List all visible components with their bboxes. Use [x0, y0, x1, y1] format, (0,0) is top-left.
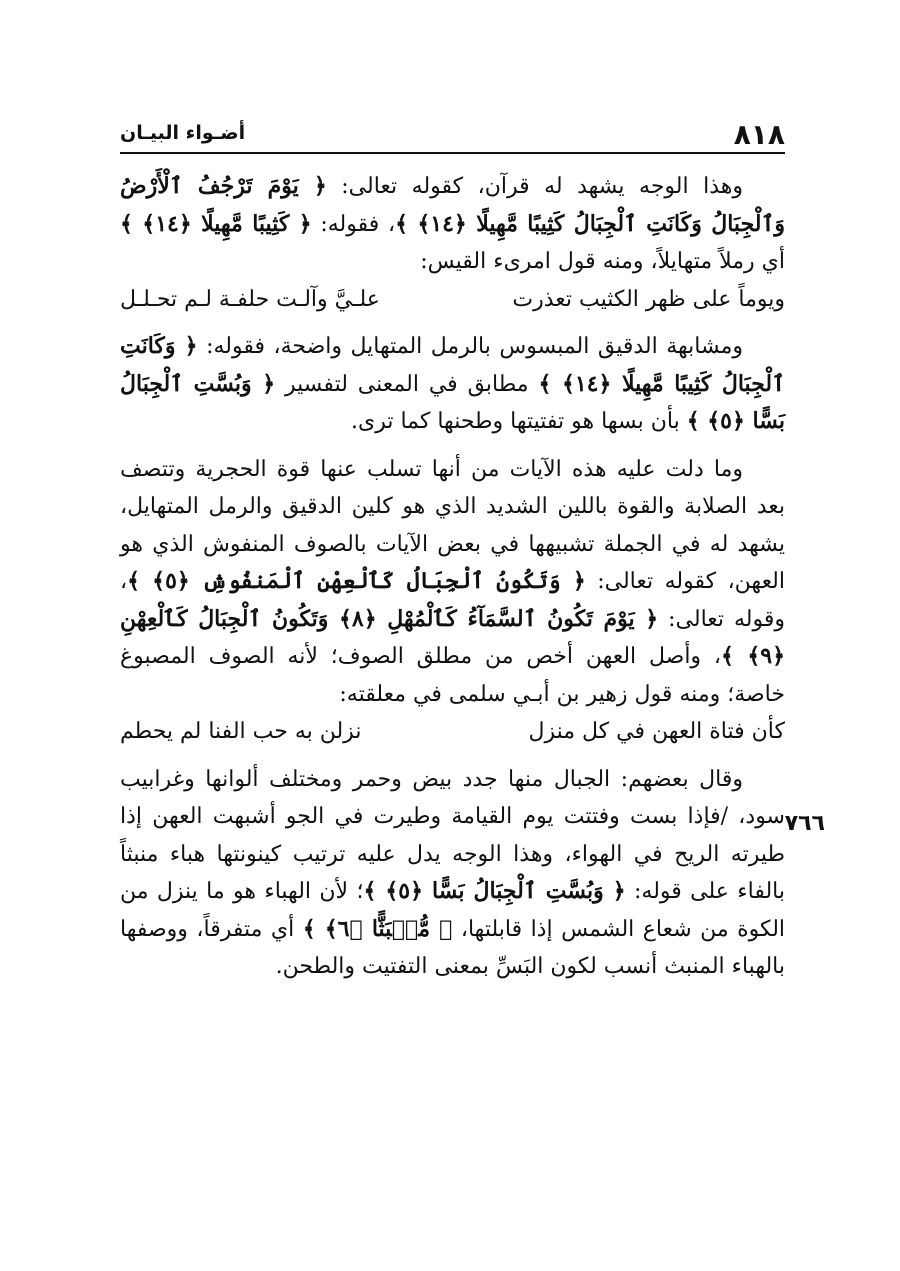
header-rule — [120, 152, 785, 154]
quran-quote: ﴿ يَوْمَ تَكُونُ ٱلسَّمَآءُ كَٱلْمُهْلِ ﴿٨﴾ وَتَكُونُ ٱلْجِبَالُ كَٱلْعِهْنِ ﴿٩﴾ ﴾ — [120, 605, 785, 669]
quran-quote: ﴿ وَتَكُونُ ٱلْجِبَالُ كَٱلْعِهْنِ ٱلْمَنفُوشِ ﴿٥﴾ ﴾ — [127, 568, 586, 594]
text: ، وقوله تعالى: — [120, 569, 785, 632]
quran-quote: ﴿ وَبُسَّتِ ٱلْجِبَالُ بَسًّا ﴿٥﴾ ﴾ — [120, 370, 785, 434]
poetry-verse-2 — [120, 713, 785, 751]
verse-hemistich-first: كأن فتاة العهن في كل منزل — [528, 719, 785, 744]
text: وما دلت عليه هذه الآيات من أنها تسلب عنها قوة الحجرية وتتصف بعد الصلابة والقوة باللين الشديد الذي هو كلين الدقيق والرمل المتهايل، يشهد له في الجملة تشبيهها في بعض الآيات بالصوف المنفوش الذي هو العهن، كقوله تعالى: — [120, 456, 785, 594]
verse-hemistich-second: علـيَّ وآلـت حلفـة لـم تحـلـل — [120, 286, 380, 312]
verse-hemistich-second: نزلن به حب الفنا لم يحطم — [120, 719, 362, 744]
text: مطابق في المعنى لتفسير — [285, 371, 529, 397]
page-number: ٨١٨ — [733, 118, 785, 151]
text: ومشابهة الدقيق المبسوس بالرمل المتهايل واضحة، فقوله: — [206, 334, 743, 359]
poetry-verse-1 — [120, 281, 785, 319]
text: وهذا الوجه يشهد له قرآن، كقوله تعالى: — [341, 174, 743, 199]
text: أي رملاً متهايلاً، ومنه قول امرىء القيس: — [420, 249, 785, 274]
paragraph-1 — [120, 168, 785, 281]
text: بأن بسها هو تفتيتها وطحنها كما ترى. — [351, 409, 680, 434]
quran-quote: ﴿ يَوْمَ تَرْجُفُ ٱلْأَرْضُ وَٱلْجِبَالُ وَكَانَتِ ٱلْجِبَالُ كَثِيبًا مَّهِيلًا ﴿١٤﴾ ﴾ — [120, 173, 785, 237]
quran-quote: ﴿ مُّنۢبَثًّا ﴿٦﴾ ﴾ — [302, 915, 453, 942]
running-title: أضـواء البيـان — [120, 122, 246, 144]
page-header — [120, 112, 785, 152]
verse-hemistich-first: ويوماً على ظهر الكثيب تعذرت — [512, 286, 785, 312]
page-body — [120, 168, 825, 986]
paragraph-3 — [120, 451, 785, 714]
margin-page-reference: ٧٦٦ — [784, 810, 825, 836]
text: وقال بعضهم: الجبال منها جدد بيض وحمر ومختلف ألوانها وغرابيب سود، /فإذا بست وفتتت يوم القيامة وطيرت في الجو أشبهت العهن إذا طيرته الريح في الهواء، وهذا الوجه يدل عليه ترتيب كينونتها هباء منبثاً بالفاء على قوله: — [120, 766, 785, 904]
text: ، فقوله: — [320, 211, 396, 237]
text: ؛ لأن الهباء هو ما ينزل من الكوة من شعاع الشمس إذا قابلتها، — [120, 879, 786, 942]
quran-quote: ﴿ كَثِيبًا مَّهِيلًا ﴿١٤﴾ ﴾ — [120, 210, 312, 237]
text: أي متفرقاً، ووصفها بالهباء المنبث أنسب لكون البَسِّ بمعنى التفتيت والطحن. — [120, 916, 785, 979]
text: ، وأصل العهن أخص من مطلق الصوف؛ لأنه الصوف المصبوغ خاصة؛ ومنه قول زهير بن أبـي سلمى في معلقته: — [120, 644, 785, 707]
quran-quote: ﴿ وَكَانَتِ ٱلْجِبَالُ كَثِيبًا مَّهِيلًا ﴿١٤﴾ ﴾ — [120, 333, 785, 397]
quran-quote: ﴿ وَبُسَّتِ ٱلْجِبَالُ بَسًّا ﴿٥﴾ ﴾ — [363, 878, 626, 904]
paragraph-4 — [120, 761, 825, 986]
paragraph-2 — [120, 328, 785, 441]
